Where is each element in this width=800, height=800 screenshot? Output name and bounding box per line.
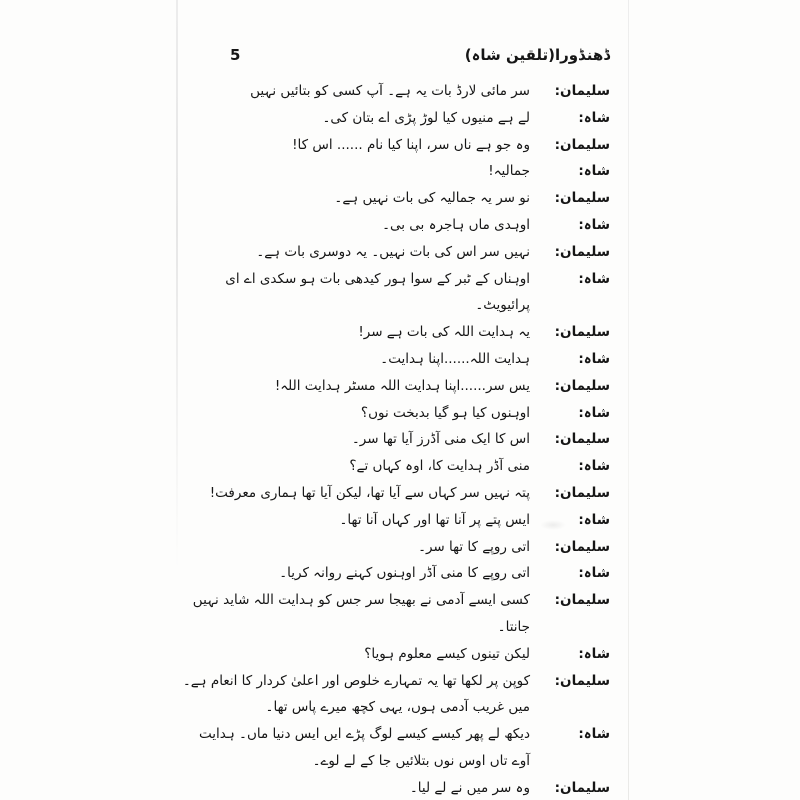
page-edge-line (628, 0, 629, 800)
dialogue-line (180, 373, 610, 400)
dialogue-line (180, 266, 610, 320)
dialogue-text: اوہناں کے ٹبر کے سوا ہور کیدھی بات ہو سکدی اے ای پرائیویٹ۔ (225, 270, 530, 314)
dialogue-text: جمالیہ! (488, 163, 530, 180)
speaker-name: شاہ: (578, 645, 610, 662)
speaker-name: سلیمان: (554, 538, 610, 555)
speaker-name: شاہ: (578, 565, 610, 582)
speaker-name: سلیمان: (554, 779, 610, 796)
dialogue-line (180, 668, 610, 722)
dialogue-text: منی آڈر ہدایت کا، اوہ کہاں تے؟ (349, 458, 530, 475)
dialogue-text: اتی روپے کا تھا سر۔ (418, 538, 530, 555)
dialogue-text: لیکن تینوں کیسے معلوم ہویا؟ (364, 645, 530, 662)
dialogue-text: اس کا ایک منی آڈرز آیا تھا سر۔ (351, 431, 530, 448)
speaker-name: سلیمان: (554, 324, 610, 341)
dialogue-text: یس سر......اپنا ہدایت اللہ مسٹر ہدایت اللہ! (274, 377, 530, 394)
dialogue-text: لے ہے منیوں کیا لوڑ پڑی اے بتان کی۔ (322, 109, 530, 126)
dialogue-text: وہ جو ہے ناں سر، اپنا کیا نام ...... اس کا! (292, 136, 530, 153)
dialogue-line (180, 400, 610, 427)
dialogue-text: کوپن پر لکھا تھا یہ تمہارے خلوص اور اعلیٰ کردار کا انعام ہے۔ میں غریب آدمی ہوں، یہی کچھ میرے پاس تھا۔ (182, 672, 530, 716)
speaker-name: سلیمان: (554, 136, 610, 153)
dialogue-line (180, 78, 610, 105)
dialogue-line (180, 560, 610, 587)
dialogue-text: وہ سر میں نے لے لیا۔ (409, 779, 530, 796)
speaker-name: شاہ: (578, 216, 610, 233)
dialogue-text: اوہدی ماں ہاجرہ بی بی۔ (382, 216, 530, 233)
speaker-name: سلیمان: (554, 377, 610, 394)
speaker-name: شاہ: (578, 404, 610, 421)
running-header-title: ڈھنڈورا(تلقین شاہ) (464, 46, 610, 64)
speaker-name: شاہ: (578, 109, 610, 126)
dialogue-text: نہیں سر اس کی بات نہیں۔ یہ دوسری بات ہے۔ (256, 243, 530, 260)
dialogue-text: یہ ہدایت اللہ کی بات ہے سر! (358, 324, 530, 341)
speaker-name: سلیمان: (554, 431, 610, 448)
page-content (180, 44, 610, 800)
dialogue-line (180, 587, 610, 641)
dialogue-line (180, 775, 610, 800)
dialogue-text: ہدایت اللہ......اپنا ہدایت۔ (380, 350, 530, 367)
dialogue-line (180, 426, 610, 453)
speaker-name: شاہ: (578, 726, 610, 743)
dialogue-line (180, 158, 610, 185)
speaker-name: شاہ: (578, 270, 610, 287)
page-number: 5 (230, 46, 241, 64)
speaker-name: شاہ: (578, 350, 610, 367)
dialogue-text: نو سر یہ جمالیہ کی بات نہیں ہے۔ (334, 190, 530, 207)
dialogue-text: اتی روپے کا منی آڈر اوہنوں کہنے روانہ کریا۔ (279, 565, 530, 582)
dialogue-line (180, 721, 610, 775)
dialogue-text: کسی ایسے آدمی نے بھیجا سر جس کو ہدایت اللہ شاید نہیں جانتا۔ (192, 592, 530, 635)
dialogue-line (180, 507, 610, 534)
speaker-name: سلیمان: (554, 190, 610, 207)
dialogue-text: ایس پتے پر آنا تھا اور کہاں آنا تھا۔ (339, 511, 530, 528)
dialogue-text: اوہنوں کیا ہو گیا بدبخت نوں؟ (360, 404, 530, 421)
speaker-name: سلیمان: (554, 592, 610, 609)
dialogue-line (180, 641, 610, 668)
dialogue-text: سر مائی لارڈ بات یہ ہے۔ آپ کسی کو بتائیں نہیں (250, 83, 530, 99)
speaker-name: سلیمان: (554, 83, 610, 99)
dialogue-line (180, 453, 610, 480)
dialogue-line (180, 480, 610, 507)
speaker-name: سلیمان: (554, 672, 610, 689)
speaker-name: سلیمان: (554, 243, 610, 260)
speaker-name: شاہ: (578, 511, 610, 528)
dialogue-text: دیکھ لے پھر کیسے کیسے لوگ پڑے ایں ایس دنیا ماں۔ ہدایت آوے تاں اوس نوں بتلائیں جا کے لے لوے۔ (199, 726, 530, 769)
dialogue-list (180, 78, 610, 800)
dialogue-line (180, 185, 610, 212)
speaker-name: سلیمان: (554, 484, 610, 501)
dialogue-line (180, 212, 610, 239)
dialogue-line (180, 346, 610, 373)
speaker-name: شاہ: (578, 458, 610, 475)
page-fold-line (176, 0, 178, 570)
dialogue-line (180, 239, 610, 266)
dialogue-line (180, 534, 610, 561)
running-header (180, 44, 610, 66)
dialogue-text: پتہ نہیں سر کہاں سے آیا تھا، لیکن آیا تھا ہماری معرفت! (209, 484, 530, 501)
speaker-name: شاہ: (578, 163, 610, 180)
dialogue-line (180, 132, 610, 159)
dialogue-line (180, 319, 610, 346)
dialogue-line (180, 105, 610, 132)
